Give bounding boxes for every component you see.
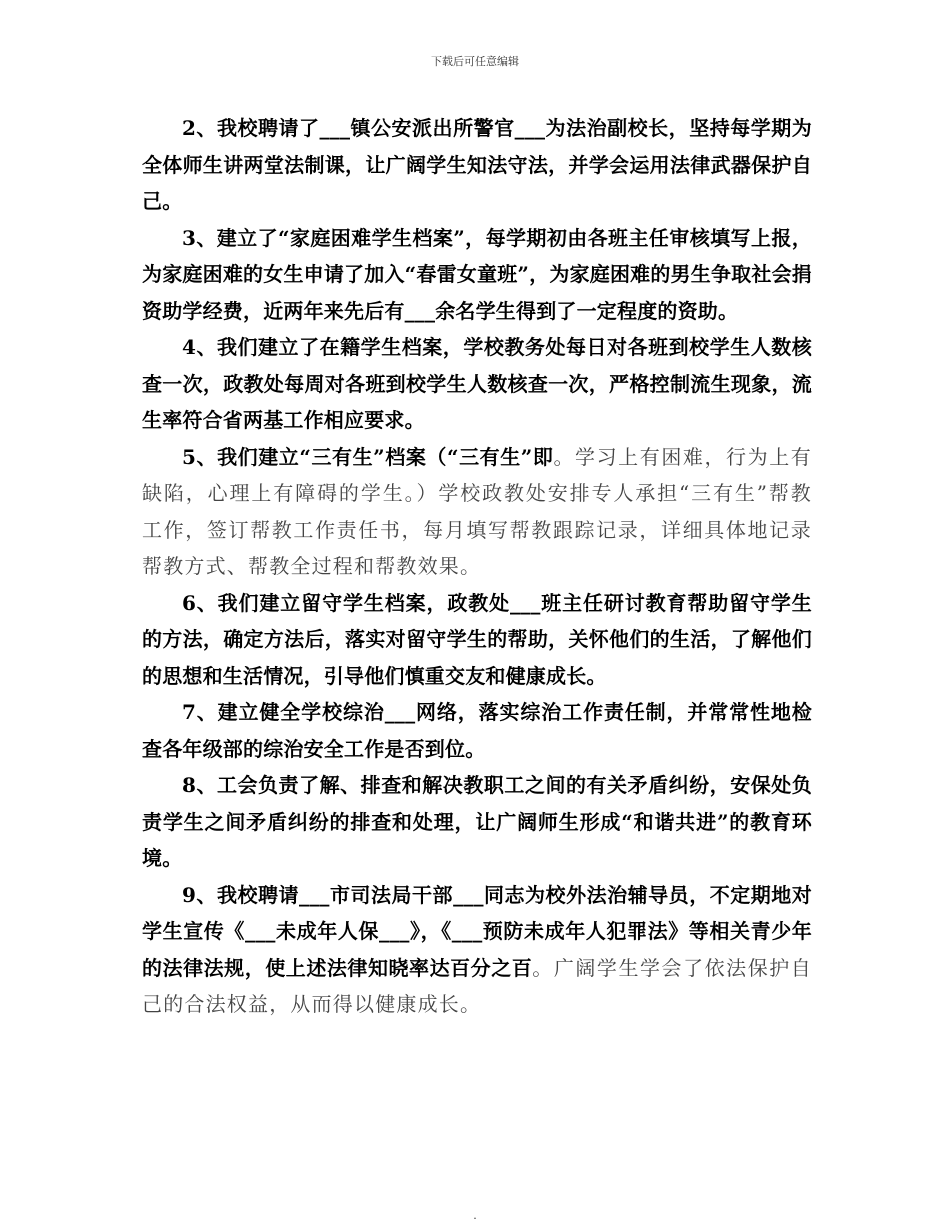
page-header-note: 下载后可任意编辑 [431, 55, 519, 68]
page-footer-mark: . [473, 1209, 477, 1222]
paragraph-6 [142, 585, 812, 695]
paragraph-8 [142, 767, 812, 877]
paragraph-4-text: 4、我们建立了在籍学生档案，学校教务处每日对各班到校学生人数核查一次，政教处每周对各班到校学生人数核查一次，严格控制流生现象，流生率符合省两基工作相应要求。 [142, 335, 812, 432]
paragraph-6-text: 6、我们建立留守学生档案，政教处___班主任研讨教育帮助留守学生的方法，确定方法后，落实对留守学生的帮助，关怀他们的生活，了解他们的思想和生活情况，引导他们慎重交友和健康成长。 [142, 590, 812, 688]
paragraph-5 [142, 439, 812, 585]
paragraph-9 [142, 877, 812, 1023]
paragraph-2-text: 2、我校聘请了___镇公安派出所警官___为法治副校长，坚持每学期为全体师生讲两堂法制课，让广阔学生知法守法，并学会运用法律武器保护自己。 [142, 116, 812, 213]
paragraph-8-text: 8、工会负责了解、排查和解决教职工之间的有关矛盾纠纷，安保处负责学生之间矛盾纠纷的排查和处理，让广阔师生形成“和谐共进”的教育环境。 [142, 773, 812, 870]
paragraph-3 [142, 220, 812, 330]
paragraph-7-text: 7、建立健全学校综治___网络，落实综治工作责任制，并常常性地检查各年级部的综治安全工作是否到位。 [142, 700, 812, 761]
document-body [142, 110, 812, 1023]
paragraph-5-text: 5、我们建立“三有生”档案（“三有生”即 [182, 444, 554, 469]
paragraph-7 [142, 694, 812, 767]
paragraph-3-text: 3、建立了“家庭困难学生档案”，每学期初由各班主任审核填写上报，为家庭困难的女生申请了加入“春雷女童班”，为家庭困难的男生争取社会捐资助学经费，近两年来先后有___余名学生得到了一定程度的资助。 [142, 225, 812, 323]
paragraph-2 [142, 110, 812, 220]
paragraph-9-text: 9、我校聘请___市司法局干部___同志为校外法治辅导员，不定期地对学生宣传《___未成年人保___》，《___预防未成年人犯罪法》等相关青少年的法律法规，使上述法律知晓率达百分之百 [142, 882, 812, 980]
paragraph-5-plain: 。学习上有困难，行为上有缺陷，心理上有障碍的学生。）学校政教处安排专人承担“三有生”帮教工作，签订帮教工作责任书，每月填写帮教跟踪记录，详细具体地记录帮教方式、帮教全过程和帮教效果。 [142, 444, 812, 578]
paragraph-4 [142, 329, 812, 439]
paragraph-9-plain: 。广阔学生学会了依法保护自己的合法权益，从而得以健康成长。 [142, 955, 812, 1016]
